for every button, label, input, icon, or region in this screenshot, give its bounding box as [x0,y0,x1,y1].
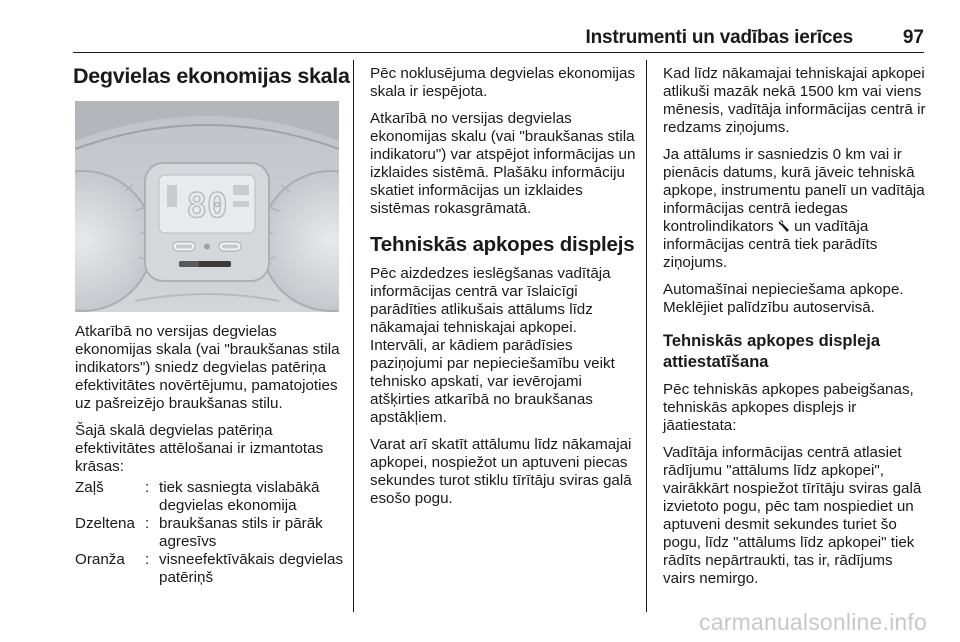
paragraph [663,146,928,272]
definition-separator: : [145,515,150,532]
definition-term: Oranža [75,551,125,568]
definition-description: visneefektīvākais degvielas patēriņš [159,551,344,586]
paragraph: Atkarībā no versijas degvielas ekonomijas skala (vai "braukšanas stila indikators") sniedz degvielas patēriņa efektivitātes novērtējumu, pamatojoties uz pašreizējo braukšanas stilu. [75,323,340,412]
header-rule [73,52,924,53]
paragraph: Pēc aizdedzes ieslēgšanas vadītāja informācijas centrā var īslaicīgi parādīties atlikušais attālums līdz nākamajai tehniskajai apkopei. Intervāli, ar kādiem parādīsies paziņojumi par nepieciešamību veikt tehnisko apskati, var ievērojami atšķirties atkarībā no braukšanas apstākļiem. [370,265,615,426]
color-definition-list [75,479,347,587]
paragraph: Vadītāja informācijas centrā atlasiet rādījumu "attālums līdz apkopei", vairākkārt nospiežot tīrītāju sviras galā izvietoto pogu, pēc tam nospiediet un aptuveni desmit sekundes turiet šo pogu, līdz "attālums līdz apkopei" tiek rādīts nepārtraukti, tas ir, rādījums vairs nemirgo. [663,444,922,587]
section-heading-service-display: Tehniskās apkopes displejs [370,233,635,256]
wrench-icon [778,219,790,233]
column-divider-2 [646,60,647,612]
instrument-cluster-figure [75,101,339,312]
paragraph-text: un vadītāja informācijas centrā tiek parādīts ziņojums. [663,218,878,271]
section-heading-fuel-economy: Degvielas ekonomijas skala [73,64,350,88]
page-number: 97 [902,27,924,48]
section-heading-service-reset: Tehniskās apkopes displeja attiestatīšana [663,332,881,371]
definition-description: braukšanas stils ir pārāk agresīvs [159,515,323,550]
paragraph: Šajā skalā degvielas patēriņa efektivitātes attēlošanai ir izmantotas krāsas: [75,422,324,475]
header-title: Instrumenti un vadības ierīces [585,27,853,48]
column-1-text [75,323,347,587]
paragraph: Varat arī skatīt attālumu līdz nākamajai apkopei, nospiežot un aptuveni piecas sekundes turot stiklu tīrītāju sviras galā esošo pogu. [370,436,632,507]
paragraph: Atkarībā no versijas degvielas ekonomijas skalu (vai "braukšanas stila indikatoru") var atspējot informācijas un izklaides sistēmā. Plašāku informāciju skatiet informācijas un izklaides sistēmas rokasgrāmatā. [370,110,636,217]
column-3-text [663,65,928,597]
instrument-cluster-illustration [75,101,339,312]
column-divider-1 [353,60,354,612]
paragraph: Kad līdz nākamajai tehniskajai apkopei atlikuši mazāk nekā 1500 km vai viens mēnesis, vadītāja informācijas centrā ir redzams ziņojums. [663,65,926,136]
paragraph: Pēc noklusējuma degvielas ekonomijas skala ir iespējota. [370,65,636,100]
paragraph: Pēc tehniskās apkopes pabeigšanas, tehniskās apkopes displejs ir jāatiestata: [663,381,914,434]
definition-description: tiek sasniegta vislabākā degvielas ekonomija [159,479,320,514]
paragraph-text: Ja attālums ir sasniedzis 0 km vai ir pienācis datums, kurā jāveic tehniskā apkope, instrumentu panelī un vadītāja informācijas centrā iedegas kontrolindikators [663,146,925,235]
definition-separator: : [145,479,150,496]
definition-separator: : [145,551,150,568]
definition-term: Dzeltena [75,515,135,532]
watermark: carmanualsonline.info [699,609,927,635]
svg-text:80: 80 [186,186,228,226]
paragraph: Automašīnai nepieciešama apkope. Meklējiet palīdzību autoservisā. [663,281,904,316]
column-2-text [370,65,638,517]
definition-term: Zaļš [75,479,104,496]
